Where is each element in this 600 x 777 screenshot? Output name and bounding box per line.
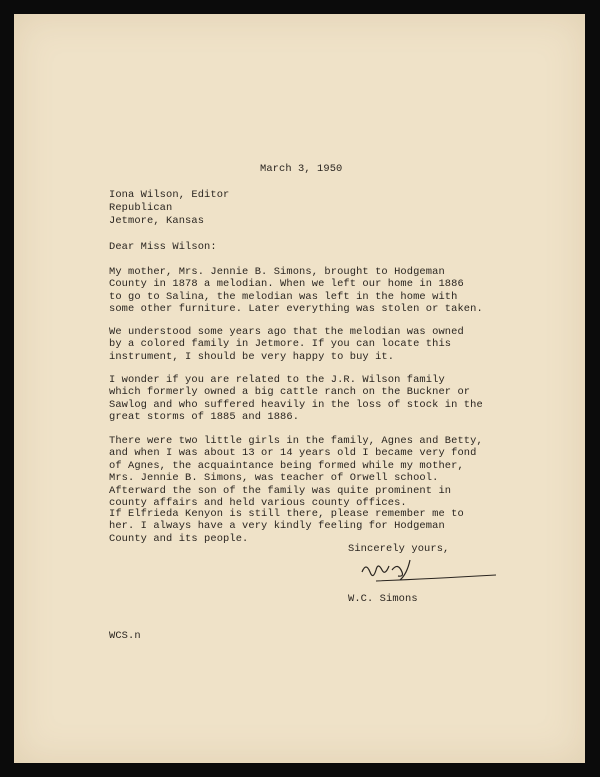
paragraph-line: to go to Salina, the melodian was left in the home with [109, 290, 458, 303]
paragraph-line: and when I was about 13 or 14 years old I became very fond [109, 447, 477, 460]
paragraph-line: which formerly owned a big cattle ranch on the Buckner or [109, 386, 471, 399]
paragraph-line: by a colored family in Jetmore. If you can locate this [109, 338, 452, 351]
paragraph-line: instrument, I should be very happy to buy it. [109, 350, 395, 363]
paragraph-agnes-betty [109, 435, 529, 509]
paragraph-line: Sawlog and who suffered heavily in the loss of stock in the [109, 398, 483, 411]
paragraph-line: Mrs. Jennie B. Simons, was teacher of Orwell school. [109, 472, 439, 485]
recipient-name: Iona Wilson, Editor [109, 189, 230, 201]
letter-date: March 3, 1950 [260, 163, 343, 175]
letter-page [14, 14, 585, 763]
recipient-publication: Republican [109, 202, 173, 214]
closing: Sincerely yours, [348, 543, 450, 555]
salutation: Dear Miss Wilson: [109, 241, 217, 253]
paragraph-line: of Agnes, the acquaintance being formed while my mother, [109, 459, 464, 472]
signer-name: W.C. Simons [348, 593, 418, 605]
paragraph-line: County in 1878 a melodian. When we left our home in 1886 [109, 278, 464, 291]
handwritten-signature [352, 554, 502, 588]
paragraph-jetmore [109, 326, 529, 363]
letter-body [14, 14, 585, 763]
paragraph-melodian [109, 266, 529, 316]
paragraph-wilson-family [109, 374, 529, 424]
recipient-location: Jetmore, Kansas [109, 215, 205, 227]
paragraph-line: county affairs and held various county offices. [109, 497, 407, 510]
paragraph-line: If Elfrieda Kenyon is still there, please remember me to [109, 508, 464, 520]
paragraph-line: County and its people. [109, 532, 249, 545]
paragraph-line: I wonder if you are related to the J.R. Wilson family [109, 374, 445, 386]
paragraph-line: great storms of 1885 and 1886. [109, 411, 300, 424]
paragraph-line: her. I always have a very kindly feeling for Hodgeman [109, 520, 445, 533]
paragraph-line: Afterward the son of the family was quite prominent in [109, 484, 452, 497]
reference-initials: WCS.n [109, 630, 141, 642]
paragraph-line: some other furniture. Later everything was stolen or taken. [109, 303, 483, 316]
paragraph-elfrieda [109, 508, 529, 545]
paragraph-line: We understood some years ago that the melodian was owned [109, 326, 464, 338]
paragraph-line: There were two little girls in the family, Agnes and Betty, [109, 435, 483, 447]
paragraph-line: My mother, Mrs. Jennie B. Simons, brought to Hodgeman [109, 266, 445, 278]
